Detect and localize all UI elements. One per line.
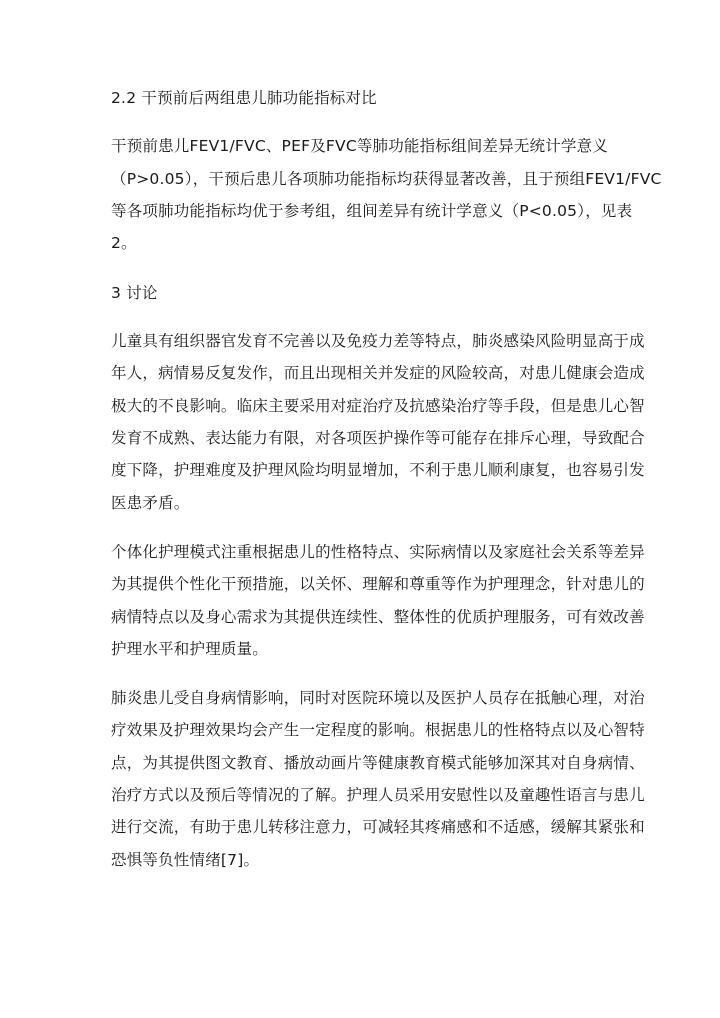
paragraph-line: 个体化护理模式注重根据患儿的性格特点、实际病情以及家庭社会关系等差异 xyxy=(111,543,645,561)
paragraph-line: 儿童具有组织器官发育不完善以及免疫力差等特点，肺炎感染风险明显高于成 xyxy=(111,332,645,350)
paragraph-line: 度下降，护理难度及护理风险均明显增加，不利于患儿顺利康复，也容易引发 xyxy=(111,461,645,479)
paragraph-line: 干预前患儿FEV1/FVC、PEF及FVC等肺功能指标组间差异无统计学意义 xyxy=(111,137,609,155)
paragraph-line: 点，为其提供图文教育、播放动画片等健康教育模式能够加深其对自身病情、 xyxy=(111,754,645,772)
paragraph-line: 极大的不良影响。临床主要采用对症治疗及抗感染治疗等手段，但是患儿心智 xyxy=(111,397,645,415)
paragraph-line: 2。 xyxy=(111,234,137,252)
paragraph-line: 为其提供个性化干预措施，以关怀、理解和尊重等作为护理理念，针对患儿的 xyxy=(111,575,645,593)
paragraph-line: 医患矛盾。 xyxy=(111,494,190,512)
paragraph-line: 发育不成熟、表达能力有限，对各项医护操作等可能存在排斥心理，导致配合 xyxy=(111,429,645,447)
paragraph-line: 等各项肺功能指标均优于参考组，组间差异有统计学意义（P<0.05），见表 xyxy=(111,202,633,220)
paragraph-line: 治疗方式以及预后等情况的了解。护理人员采用安慰性以及童趣性语言与患儿 xyxy=(111,786,645,804)
paragraph-line: （P>0.05），干预后患儿各项肺功能指标均获得显著改善，且于预组FEV1/FVC xyxy=(111,170,662,188)
paragraph-line: 病情特点以及身心需求为其提供连续性、整体性的优质护理服务，可有效改善 xyxy=(111,608,645,626)
paragraph-line: 护理水平和护理质量。 xyxy=(111,640,269,658)
paragraph-line: 年人，病情易反复发作，而且出现相关并发症的风险较高，对患儿健康会造成 xyxy=(111,364,645,382)
section-3-heading: 3 讨论 xyxy=(111,284,158,302)
section-2-2-heading: 2.2 干预前后两组患儿肺功能指标对比 xyxy=(111,89,377,107)
paragraph-line: 肺炎患儿受自身病情影响，同时对医院环境以及医护人员存在抵触心理，对治 xyxy=(111,689,645,707)
paragraph-line: 疗效果及护理效果均会产生一定程度的影响。根据患儿的性格特点以及心智特 xyxy=(111,721,645,739)
paragraph-line: 恐惧等负性情绪[7]。 xyxy=(111,851,260,869)
paragraph-line: 进行交流，有助于患儿转移注意力，可减轻其疼痛感和不适感，缓解其紧张和 xyxy=(111,818,645,836)
